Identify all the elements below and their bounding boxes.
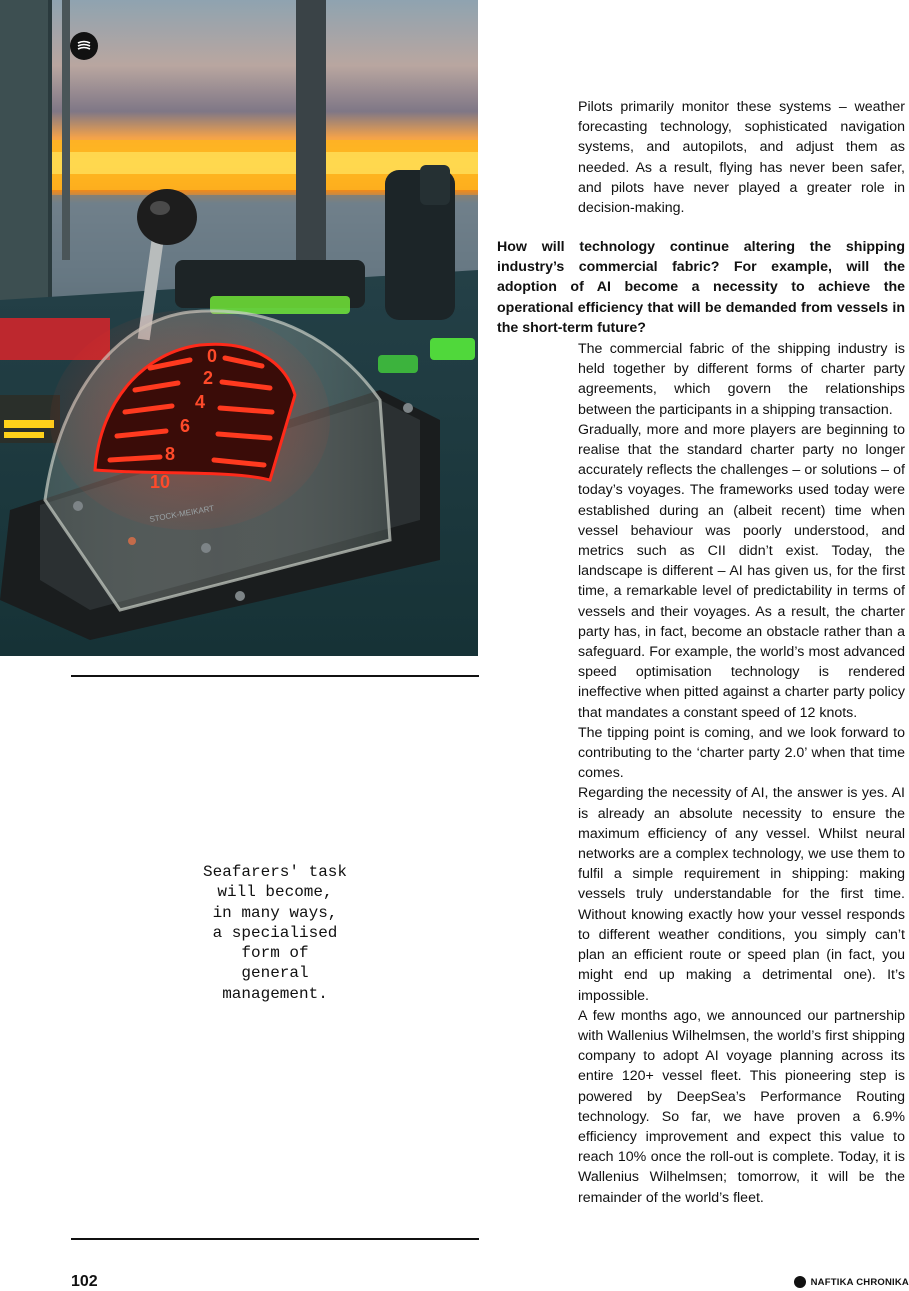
- scale-mark: 4: [194, 392, 206, 412]
- scale-mark: 2: [202, 368, 214, 388]
- publication-logo-icon: [70, 32, 98, 60]
- article-photo: [0, 0, 478, 656]
- brand-name: NAFTIKA CHRONIKA: [810, 1276, 909, 1288]
- scale-mark: 8: [164, 444, 176, 464]
- answer-paragraph: The tipping point is coming, and we look forward to contributing to the ‘charter party 2.0’ when that time comes.: [578, 724, 905, 782]
- answer-paragraph: The commercial fabric of the shipping industry is held together by different forms of charter party agreements, which govern the relationships between the participants in a shipping transaction.: [578, 341, 905, 418]
- interview-question: How will technology continue altering the shipping industry’s commercial fabric? For example, will the adoption of AI become a necessity to achieve the operational efficiency that will be demanded from vessels in the short-term future?: [497, 239, 905, 336]
- scale-mark: 6: [179, 416, 191, 436]
- maker-label: STOCK-MEIKART: [148, 503, 215, 524]
- scale-mark: 10: [149, 472, 171, 492]
- answer-body: [578, 339, 905, 1208]
- pull-quote: Seafarers' task will become, in many ways, a specialised form of general management.: [202, 863, 348, 1003]
- page-number: 102: [71, 1273, 98, 1290]
- intro-paragraph-block: [578, 97, 905, 218]
- intro-paragraph: Pilots primarily monitor these systems – weather forecasting technology, sophisticated navigation systems, and autopilots, and adjust them as needed. As a result, flying has never been safer, and pilots have never played a greater role in decision-making.: [578, 99, 905, 217]
- answer-paragraph: A few months ago, we announced our partnership with Wallenius Wilhelmsen, the world’s first shipping company to adopt AI voyage planning across its entire 120+ vessel fleet. This pioneering step is powered by DeepSea’s Performance Routing technology. So far, we have proven a 6.9% efficiency improvement and expect this value to reach 10% once the roll-out is complete. Today, it is Wallenius Wilhelmsen; tomorrow, it will be the remainder of the world’s fleet.: [578, 1007, 905, 1206]
- brand-logo-icon: [794, 1276, 806, 1288]
- publication-brand: [794, 1276, 909, 1288]
- answer-paragraph: Regarding the necessity of AI, the answer is yes. AI is already an absolute necessity to ensure the maximum efficiency of any vessel. Whilst neural networks are a complex technology, we use them to fulfil a simple requirement in shipping: making vessels truly understandable for the first time. Without knowing exactly how your vessel responds to different weather conditions, you simply can’t plan an efficient route or speed plan (in fact, you might end up making a detrimental one). It’s impossible.: [578, 785, 905, 1004]
- pull-quote-bottom-rule: [71, 1238, 479, 1240]
- scale-mark: 0: [206, 346, 218, 366]
- answer-paragraph: Gradually, more and more players are beginning to realise that the standard charter party no longer accurately reflects the challenges – or solutions – of today’s voyages. The frameworks used today were established during an (albeit recent) time when vessel behaviour was poorly understood, and metrics such as CII didn’t exist. Today, the landscape is different – AI has given us, for the first time, a remarkable level of predictability in terms of vessels and their voyages. As a result, the charter party has, in fact, become an obstacle rather than a safeguard. For example, the world’s most advanced speed optimisation technology is rendered ineffective when pitted against a charter party policy that mandates a constant speed of 12 knots.: [578, 421, 905, 721]
- pull-quote-top-rule: [71, 675, 479, 677]
